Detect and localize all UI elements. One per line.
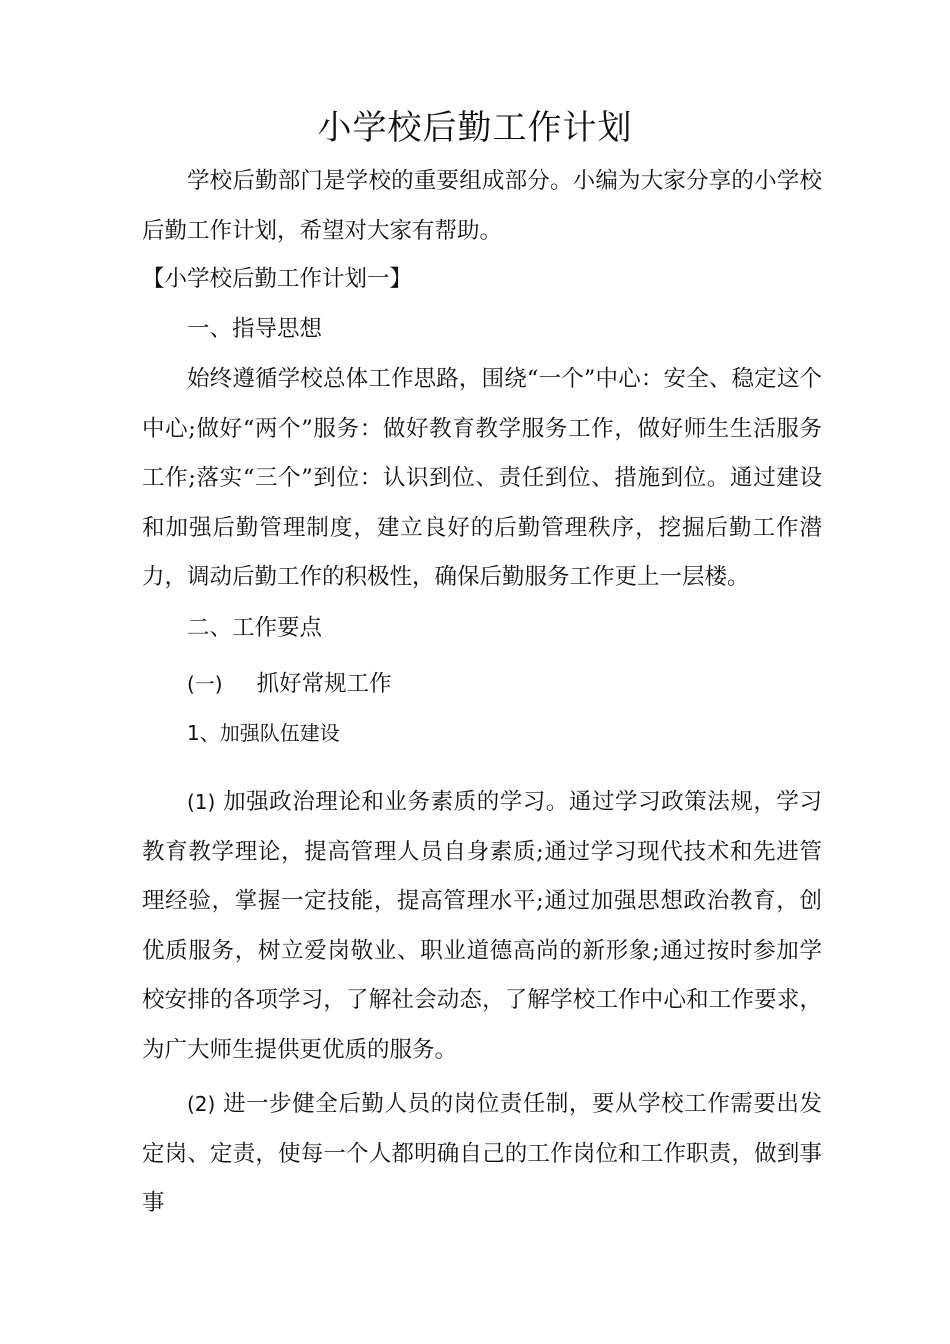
guiding-ideology-paragraph: 始终遵循学校总体工作思路，围绕“一个”中心：安全、稳定这个中心;做好“两个”服务：做好教育教学服务工作，做好师生生活服务工作;落实“三个”到位：认识到位、责任到位、措施到位。通过建设和加强后勤管理制度，建立良好的后勤管理秩序，挖掘后勤工作潜力，调动后勤工作的积极性，确保后勤服务工作更上一层楼。 xyxy=(142,366,822,590)
section-heading-work-points: 二、工作要点 xyxy=(187,615,323,641)
subsection-marker: (一) xyxy=(187,672,223,696)
paragraph-text-1: 加强政治理论和业务素质的学习。通过学习政策法规，学习教育教学理论，提高管理人员自身素质;通过学习现代技术和先进管理经验，掌握一定技能，提高管理水平;通过加强思想政治教育，创优质服务，树立爱岗敬业、职业道德高尚的新形象;通过按时参加学校安排的各项学习，了解社会动态，了解学校工作中心和工作要求，为广大师生提供更优质的服务。 xyxy=(142,789,822,1063)
plan-heading: 【小学校后勤工作计划一】 xyxy=(142,266,413,292)
item-marker: 1、加强队伍建设 xyxy=(187,721,340,745)
subsection-heading-routine-work xyxy=(187,660,392,710)
paragraph-responsibility xyxy=(142,1080,822,1229)
section-heading-guiding-ideology: 一、指导思想 xyxy=(187,316,323,342)
item-heading-team-building xyxy=(187,709,340,759)
subsection-text: 抓好常规工作 xyxy=(256,671,392,697)
paragraph-marker-2: (2) xyxy=(187,1092,216,1116)
document-title: 小学校后勤工作计划 xyxy=(317,108,633,148)
paragraph-text-2: 进一步健全后勤人员的岗位责任制，要从学校工作需要出发定岗、定责，使每一个人都明确自己的工作岗位和工作职责，做到事事 xyxy=(142,1091,822,1216)
intro-paragraph: 学校后勤部门是学校的重要组成部分。小编为大家分享的小学校后勤工作计划，希望对大家有帮助。 xyxy=(142,168,822,244)
paragraph-study xyxy=(142,778,822,1075)
paragraph-marker-1: (1) xyxy=(187,790,216,814)
